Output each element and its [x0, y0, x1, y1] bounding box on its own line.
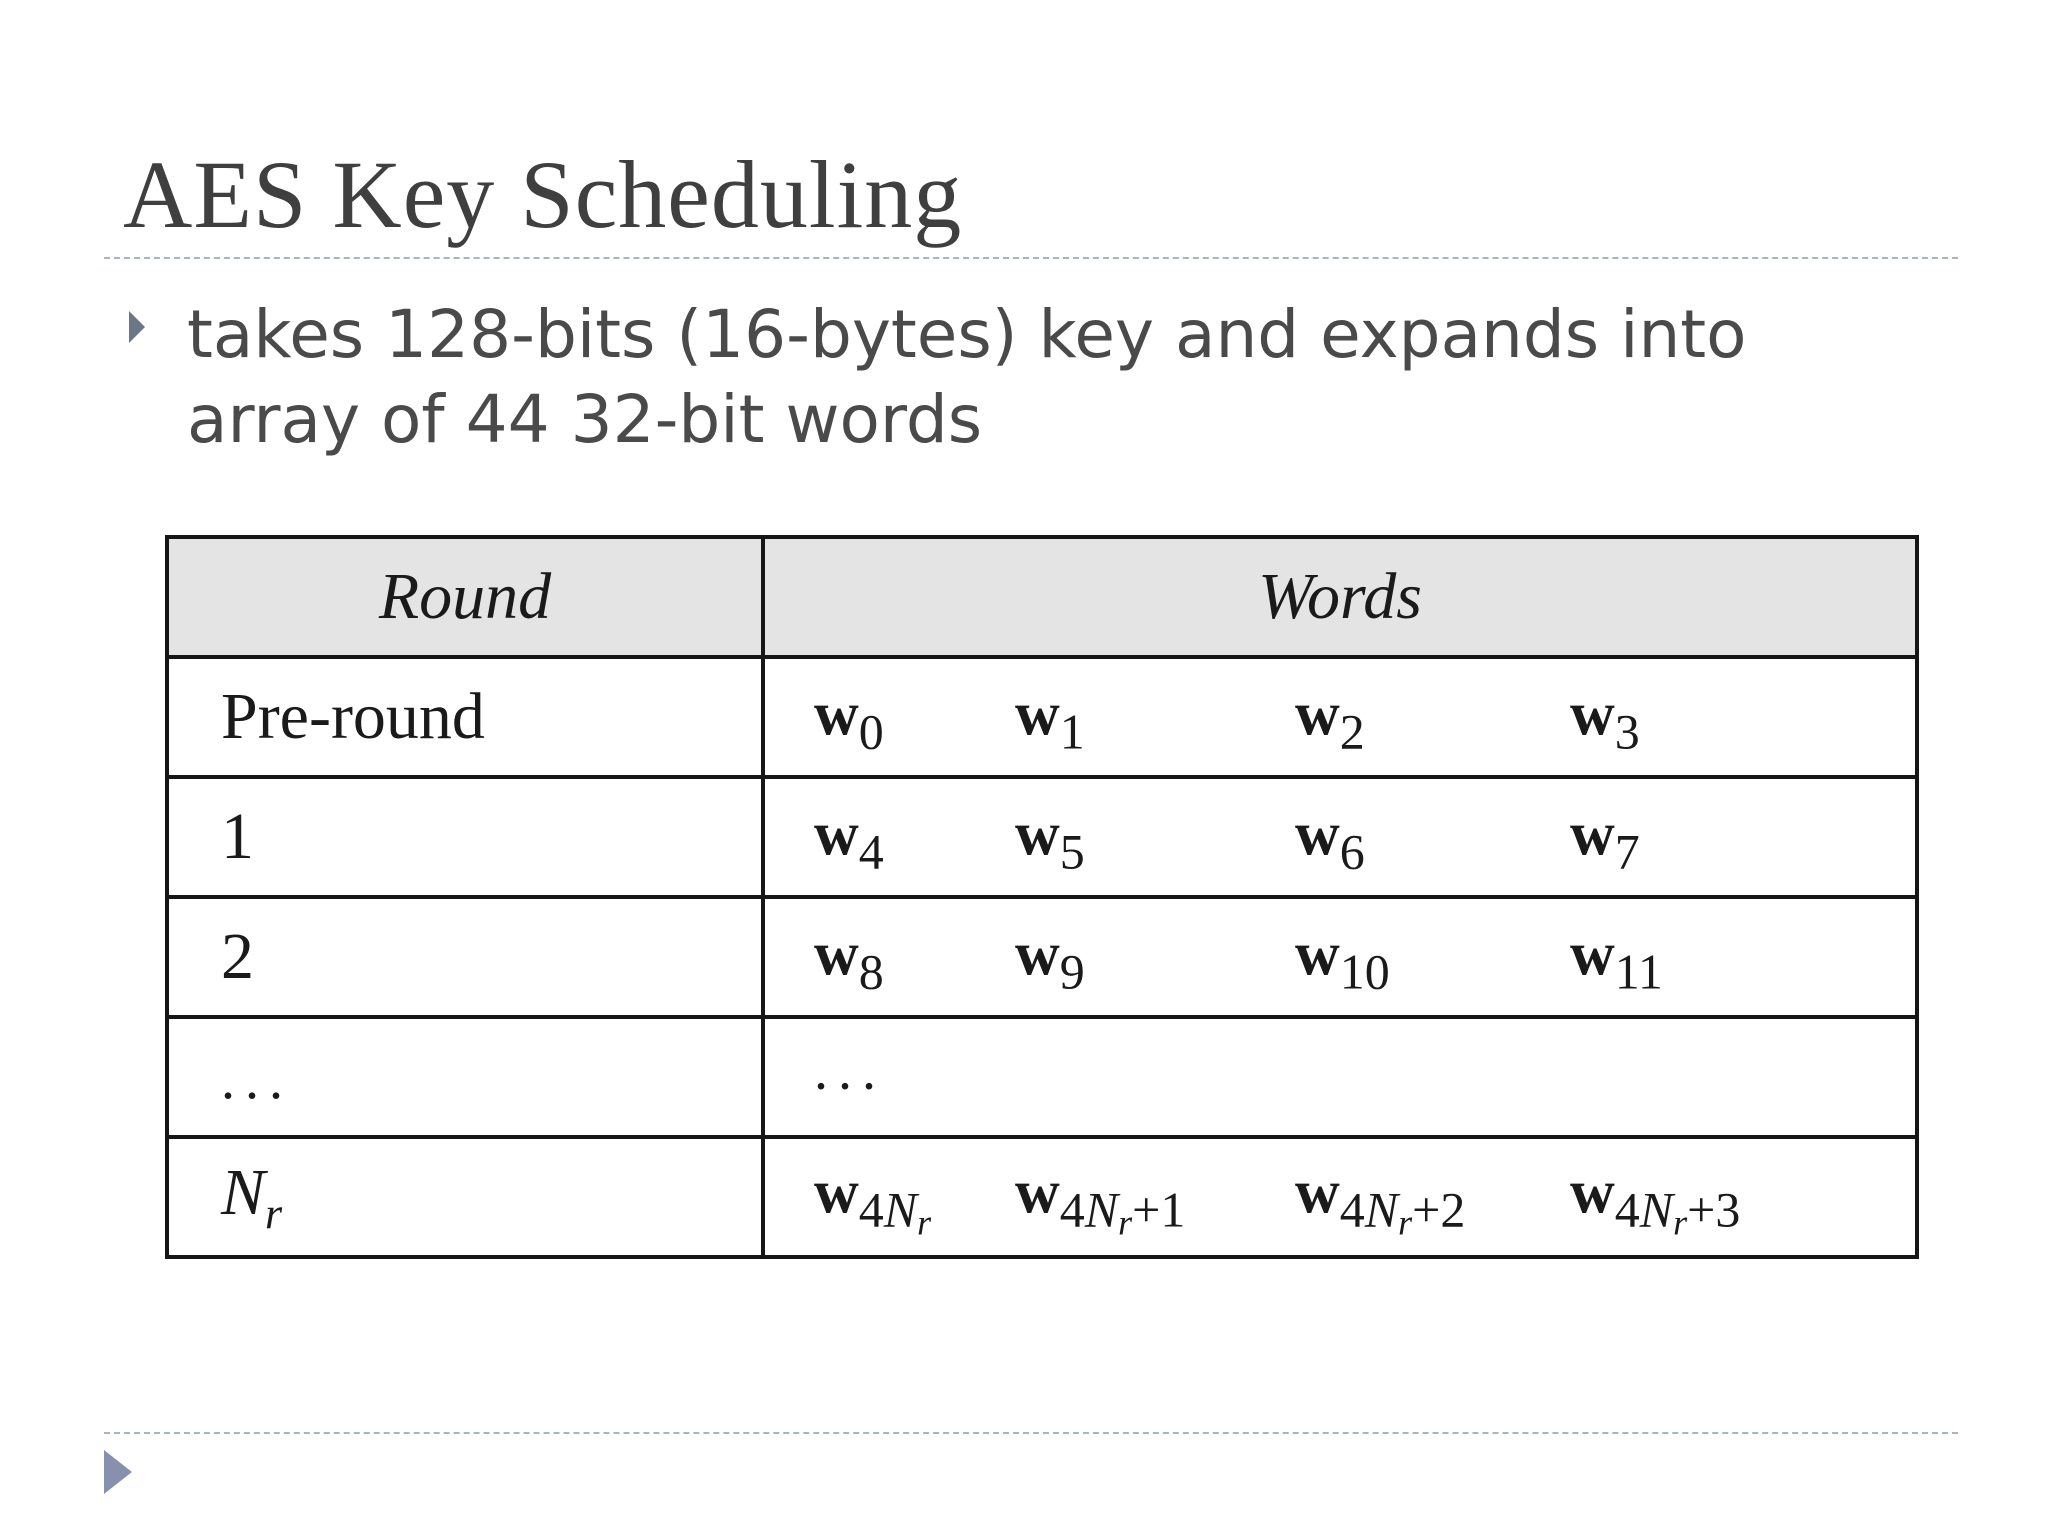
bullet-triangle-icon — [129, 311, 145, 343]
round-cell: 1 — [167, 777, 763, 897]
words-cell — [763, 897, 1917, 1017]
words-cell — [763, 1137, 1917, 1257]
word: $w_1$ — [1015, 680, 1085, 760]
word: $w_3$ — [1570, 680, 1640, 760]
table-row — [167, 1137, 1917, 1257]
round-cell: $N_r$ — [167, 1137, 763, 1257]
words-cell — [763, 777, 1917, 897]
word: $w_4$ — [814, 800, 884, 880]
table-row — [167, 657, 1917, 777]
round-cell: Pre-round — [167, 657, 763, 777]
table-row — [167, 777, 1917, 897]
word: $w_7$ — [1570, 800, 1640, 880]
key-schedule-table — [165, 535, 1919, 1259]
footer-triangle-icon — [104, 1450, 132, 1494]
word: $w_8$ — [814, 920, 884, 1000]
title-divider — [104, 257, 1958, 259]
words-cell — [763, 1017, 1917, 1137]
words-cell — [763, 657, 1917, 777]
word: $w_{11}$ — [1570, 920, 1663, 1000]
word: $w_{4N_r+2}$ — [1295, 1158, 1466, 1243]
header-round: Round — [167, 537, 763, 657]
bullet-text: takes 128-bits (16-bytes) key and expands into array of 44 32-bit words — [187, 296, 1747, 458]
round-cell — [167, 1017, 763, 1137]
word: $w_{4N_r}$ — [814, 1158, 932, 1243]
ellipsis: ... — [814, 1039, 886, 1102]
round-cell: 2 — [167, 897, 763, 1017]
word: $w_{10}$ — [1295, 920, 1390, 1000]
slide-title: AES Key Scheduling — [123, 141, 963, 248]
table-header-row — [167, 537, 1917, 657]
word: $w_2$ — [1295, 680, 1365, 760]
table-row — [167, 1017, 1917, 1137]
ellipsis: ... — [221, 1049, 293, 1111]
word: $w_{4N_r+1}$ — [1015, 1158, 1186, 1243]
word: $w_0$ — [814, 680, 884, 760]
header-words: Words — [763, 537, 1917, 657]
word: $w_{4N_r+3}$ — [1570, 1158, 1741, 1243]
word: $w_6$ — [1295, 800, 1365, 880]
footer-divider — [104, 1432, 1958, 1434]
table-row — [167, 897, 1917, 1017]
word: $w_5$ — [1015, 800, 1085, 880]
word: $w_9$ — [1015, 920, 1085, 1000]
